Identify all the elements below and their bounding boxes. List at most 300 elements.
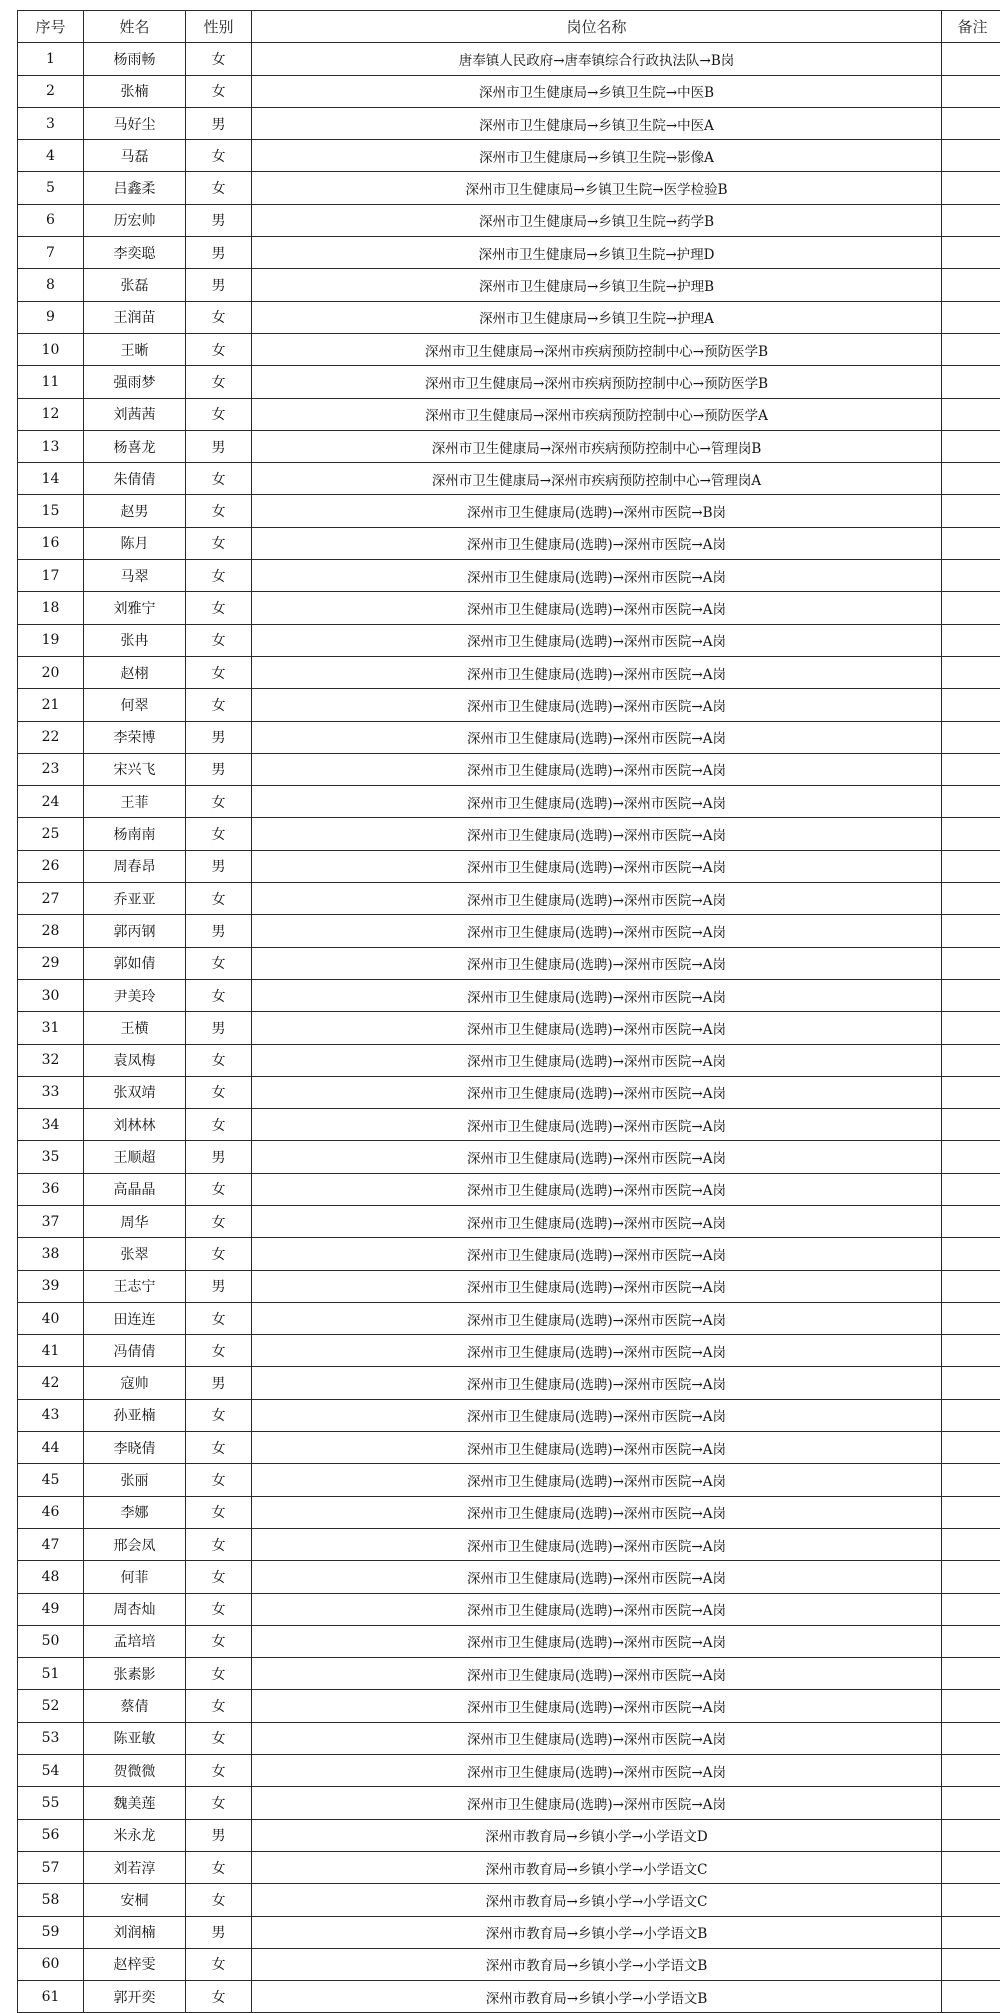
cell-gender: 女 [186,818,252,850]
cell-note [942,75,1000,107]
cell-name: 张磊 [84,269,186,301]
table-row [18,172,1000,204]
cell-note [942,301,1000,333]
cell-name: 王晰 [84,333,186,365]
cell-index: 49 [18,1593,84,1625]
cell-note [942,947,1000,979]
cell-index: 44 [18,1432,84,1464]
cell-index: 15 [18,495,84,527]
table-row [18,1528,1000,1560]
cell-gender: 女 [186,333,252,365]
cell-index: 36 [18,1173,84,1205]
cell-index: 3 [18,107,84,139]
cell-note [942,979,1000,1011]
table-row [18,430,1000,462]
cell-name: 郭丙钢 [84,915,186,947]
table-row [18,1141,1000,1173]
cell-position: 深州市卫生健康局→乡镇卫生院→中医A [252,107,942,139]
cell-index: 1 [18,43,84,75]
cell-gender: 女 [186,1205,252,1237]
table-row [18,1851,1000,1883]
table-row [18,1076,1000,1108]
cell-name: 刘茜茜 [84,398,186,430]
cell-name: 蔡倩 [84,1690,186,1722]
cell-index: 13 [18,430,84,462]
cell-note [942,818,1000,850]
cell-index: 6 [18,204,84,236]
cell-note [942,140,1000,172]
cell-position: 深州市卫生健康局→乡镇卫生院→护理D [252,237,942,269]
cell-note [942,1496,1000,1528]
cell-index: 58 [18,1884,84,1916]
cell-position: 深州市卫生健康局(选聘)→深州市医院→A岗 [252,624,942,656]
table-row [18,301,1000,333]
cell-index: 30 [18,979,84,1011]
cell-name: 何翠 [84,689,186,721]
cell-name: 李晓倩 [84,1432,186,1464]
cell-gender: 女 [186,398,252,430]
cell-note [942,495,1000,527]
cell-note [942,107,1000,139]
cell-note [942,366,1000,398]
cell-position: 深州市卫生健康局(选聘)→深州市医院→A岗 [252,753,942,785]
cell-index: 19 [18,624,84,656]
header-index: 序号 [18,11,84,43]
cell-position: 深州市教育局→乡镇小学→小学语文C [252,1851,942,1883]
cell-gender: 女 [186,1593,252,1625]
cell-index: 57 [18,1851,84,1883]
cell-gender: 女 [186,1690,252,1722]
cell-index: 11 [18,366,84,398]
cell-position: 深州市卫生健康局(选聘)→深州市医院→A岗 [252,1335,942,1367]
table-row [18,1787,1000,1819]
cell-index: 29 [18,947,84,979]
cell-note [942,656,1000,688]
cell-gender: 女 [186,172,252,204]
cell-gender: 男 [186,915,252,947]
cell-name: 王横 [84,1012,186,1044]
cell-position: 深州市卫生健康局(选聘)→深州市医院→A岗 [252,560,942,592]
cell-index: 9 [18,301,84,333]
cell-name: 王志宁 [84,1270,186,1302]
table-row [18,1819,1000,1851]
cell-gender: 女 [186,786,252,818]
cell-position: 深州市卫生健康局→乡镇卫生院→护理B [252,269,942,301]
cell-gender: 女 [186,366,252,398]
cell-name: 陈月 [84,527,186,559]
cell-index: 27 [18,883,84,915]
cell-position: 深州市卫生健康局(选聘)→深州市医院→A岗 [252,1109,942,1141]
cell-name: 王菲 [84,786,186,818]
cell-gender: 女 [186,1625,252,1657]
cell-position: 深州市卫生健康局(选聘)→深州市医院→A岗 [252,1399,942,1431]
cell-gender: 女 [186,656,252,688]
cell-note [942,1238,1000,1270]
table-row [18,883,1000,915]
cell-position: 深州市卫生健康局(选聘)→深州市医院→A岗 [252,1464,942,1496]
cell-name: 宋兴飞 [84,753,186,785]
cell-name: 杨雨畅 [84,43,186,75]
cell-index: 52 [18,1690,84,1722]
cell-name: 周春昂 [84,850,186,882]
cell-note [942,269,1000,301]
cell-index: 25 [18,818,84,850]
cell-name: 邢会凤 [84,1528,186,1560]
header-row [18,11,1000,43]
cell-position: 深州市卫生健康局(选聘)→深州市医院→A岗 [252,947,942,979]
cell-name: 郭开奕 [84,1981,186,2013]
cell-name: 强雨梦 [84,366,186,398]
cell-index: 28 [18,915,84,947]
cell-name: 寇帅 [84,1367,186,1399]
cell-note [942,624,1000,656]
cell-index: 38 [18,1238,84,1270]
cell-index: 33 [18,1076,84,1108]
cell-note [942,1367,1000,1399]
cell-note [942,1335,1000,1367]
cell-position: 深州市卫生健康局(选聘)→深州市医院→A岗 [252,1076,942,1108]
cell-gender: 女 [186,1981,252,2013]
cell-gender: 女 [186,1496,252,1528]
table-row [18,1755,1000,1787]
cell-note [942,1302,1000,1334]
cell-position: 深州市卫生健康局→深州市疾病预防控制中心→预防医学B [252,333,942,365]
cell-name: 贺微微 [84,1755,186,1787]
cell-position: 深州市卫生健康局(选聘)→深州市医院→A岗 [252,915,942,947]
cell-index: 22 [18,721,84,753]
table-row [18,107,1000,139]
cell-name: 张素影 [84,1658,186,1690]
cell-position: 深州市卫生健康局(选聘)→深州市医院→A岗 [252,1625,942,1657]
cell-note [942,527,1000,559]
cell-note [942,1173,1000,1205]
table-row [18,624,1000,656]
table-row [18,1561,1000,1593]
cell-index: 60 [18,1948,84,1980]
cell-note [942,237,1000,269]
table-row [18,947,1000,979]
table-row [18,140,1000,172]
cell-name: 田连连 [84,1302,186,1334]
cell-position: 深州市卫生健康局→乡镇卫生院→护理A [252,301,942,333]
cell-note [942,1819,1000,1851]
table-row [18,1012,1000,1044]
cell-position: 深州市卫生健康局→深州市疾病预防控制中心→预防医学A [252,398,942,430]
cell-note [942,1722,1000,1754]
table-row [18,269,1000,301]
cell-index: 2 [18,75,84,107]
table-row [18,1464,1000,1496]
table-row [18,1658,1000,1690]
cell-gender: 男 [186,204,252,236]
table-row [18,1625,1000,1657]
cell-note [942,1044,1000,1076]
header-note: 备注 [942,11,1000,43]
table-row [18,1044,1000,1076]
table-row [18,495,1000,527]
cell-position: 深州市卫生健康局(选聘)→深州市医院→A岗 [252,1528,942,1560]
table-row [18,1432,1000,1464]
cell-note [942,1012,1000,1044]
cell-note [942,333,1000,365]
cell-note [942,430,1000,462]
cell-gender: 女 [186,1432,252,1464]
table-row [18,1205,1000,1237]
cell-gender: 女 [186,1658,252,1690]
cell-gender: 男 [186,107,252,139]
table-row [18,527,1000,559]
cell-index: 55 [18,1787,84,1819]
table-row [18,1335,1000,1367]
cell-index: 40 [18,1302,84,1334]
cell-position: 深州市卫生健康局(选聘)→深州市医院→A岗 [252,1722,942,1754]
cell-position: 深州市卫生健康局(选聘)→深州市医院→A岗 [252,592,942,624]
document-page [17,10,1000,2013]
table-header [18,11,1000,43]
cell-note [942,915,1000,947]
cell-index: 59 [18,1916,84,1948]
cell-name: 张翠 [84,1238,186,1270]
cell-gender: 女 [186,1528,252,1560]
cell-position: 深州市卫生健康局(选聘)→深州市医院→A岗 [252,1173,942,1205]
cell-index: 32 [18,1044,84,1076]
cell-position: 深州市卫生健康局(选聘)→深州市医院→A岗 [252,1367,942,1399]
cell-position: 深州市教育局→乡镇小学→小学语文B [252,1916,942,1948]
cell-index: 12 [18,398,84,430]
cell-note [942,1109,1000,1141]
cell-name: 历宏帅 [84,204,186,236]
cell-index: 37 [18,1205,84,1237]
cell-note [942,560,1000,592]
cell-position: 深州市卫生健康局(选聘)→深州市医院→A岗 [252,979,942,1011]
cell-note [942,850,1000,882]
table-row [18,656,1000,688]
cell-name: 高晶晶 [84,1173,186,1205]
cell-gender: 男 [186,1270,252,1302]
cell-name: 张冉 [84,624,186,656]
table-row [18,818,1000,850]
cell-position: 深州市卫生健康局→深州市疾病预防控制中心→预防医学B [252,366,942,398]
cell-index: 7 [18,237,84,269]
cell-gender: 女 [186,1722,252,1754]
table-row [18,1302,1000,1334]
cell-gender: 女 [186,592,252,624]
cell-gender: 女 [186,1044,252,1076]
table-row [18,753,1000,785]
cell-index: 53 [18,1722,84,1754]
cell-position: 深州市卫生健康局→乡镇卫生院→影像A [252,140,942,172]
table-row [18,1399,1000,1431]
cell-gender: 男 [186,1012,252,1044]
cell-name: 李娜 [84,1496,186,1528]
cell-name: 马磊 [84,140,186,172]
cell-position: 深州市卫生健康局→乡镇卫生院→药学B [252,204,942,236]
table-row [18,1173,1000,1205]
cell-name: 王顺超 [84,1141,186,1173]
cell-note [942,1658,1000,1690]
table-row [18,75,1000,107]
cell-note [942,463,1000,495]
cell-position: 深州市卫生健康局(选聘)→深州市医院→A岗 [252,689,942,721]
table-row [18,1690,1000,1722]
table-row [18,1593,1000,1625]
table-row [18,1884,1000,1916]
cell-position: 深州市卫生健康局(选聘)→深州市医院→A岗 [252,656,942,688]
table-row [18,237,1000,269]
cell-note [942,592,1000,624]
cell-name: 周杏灿 [84,1593,186,1625]
cell-note [942,1528,1000,1560]
cell-gender: 男 [186,1367,252,1399]
cell-gender: 男 [186,430,252,462]
cell-position: 深州市卫生健康局(选聘)→深州市医院→A岗 [252,883,942,915]
cell-name: 王润苗 [84,301,186,333]
cell-note [942,1755,1000,1787]
table-row [18,1238,1000,1270]
cell-note [942,1787,1000,1819]
cell-name: 杨喜龙 [84,430,186,462]
cell-name: 杨南南 [84,818,186,850]
cell-name: 尹美玲 [84,979,186,1011]
cell-position: 深州市卫生健康局(选聘)→深州市医院→A岗 [252,721,942,753]
table-row [18,1109,1000,1141]
cell-name: 孟培培 [84,1625,186,1657]
cell-note [942,204,1000,236]
cell-position: 唐奉镇人民政府→唐奉镇综合行政执法队→B岗 [252,43,942,75]
cell-gender: 女 [186,689,252,721]
cell-index: 26 [18,850,84,882]
cell-position: 深州市卫生健康局(选聘)→深州市医院→A岗 [252,1561,942,1593]
cell-position: 深州市教育局→乡镇小学→小学语文B [252,1981,942,2013]
cell-gender: 男 [186,850,252,882]
cell-name: 刘林林 [84,1109,186,1141]
table-row [18,333,1000,365]
cell-note [942,721,1000,753]
cell-gender: 女 [186,43,252,75]
cell-name: 李奕聪 [84,237,186,269]
table-row [18,1916,1000,1948]
cell-index: 8 [18,269,84,301]
cell-name: 何菲 [84,1561,186,1593]
cell-index: 54 [18,1755,84,1787]
cell-gender: 男 [186,753,252,785]
cell-gender: 男 [186,1916,252,1948]
header-name: 姓名 [84,11,186,43]
header-gender: 性别 [186,11,252,43]
cell-name: 孙亚楠 [84,1399,186,1431]
cell-name: 李荣博 [84,721,186,753]
cell-position: 深州市卫生健康局→乡镇卫生院→中医B [252,75,942,107]
cell-position: 深州市卫生健康局(选聘)→深州市医院→A岗 [252,1044,942,1076]
cell-position: 深州市教育局→乡镇小学→小学语文B [252,1948,942,1980]
table-row [18,592,1000,624]
cell-name: 郭如倩 [84,947,186,979]
cell-gender: 女 [186,883,252,915]
cell-gender: 女 [186,1302,252,1334]
cell-gender: 女 [186,1464,252,1496]
cell-note [942,883,1000,915]
cell-position: 深州市卫生健康局(选聘)→深州市医院→A岗 [252,1787,942,1819]
cell-note [942,1205,1000,1237]
cell-note [942,1464,1000,1496]
cell-gender: 女 [186,140,252,172]
cell-index: 4 [18,140,84,172]
table-row [18,979,1000,1011]
cell-gender: 女 [186,1755,252,1787]
table-body [18,43,1000,2013]
cell-note [942,753,1000,785]
table-row [18,689,1000,721]
cell-gender: 女 [186,1238,252,1270]
table-row [18,1981,1000,2013]
cell-index: 47 [18,1528,84,1560]
table-row [18,721,1000,753]
cell-index: 43 [18,1399,84,1431]
cell-name: 吕鑫柔 [84,172,186,204]
cell-name: 陈亚敏 [84,1722,186,1754]
cell-note [942,1593,1000,1625]
cell-position: 深州市卫生健康局(选聘)→深州市医院→A岗 [252,1755,942,1787]
cell-gender: 女 [186,1173,252,1205]
cell-position: 深州市卫生健康局(选聘)→深州市医院→A岗 [252,786,942,818]
cell-note [942,1851,1000,1883]
cell-name: 马好尘 [84,107,186,139]
cell-position: 深州市卫生健康局(选聘)→深州市医院→A岗 [252,1205,942,1237]
table-row [18,398,1000,430]
cell-note [942,43,1000,75]
cell-position: 深州市卫生健康局(选聘)→深州市医院→A岗 [252,527,942,559]
cell-note [942,1884,1000,1916]
cell-note [942,398,1000,430]
cell-position: 深州市教育局→乡镇小学→小学语文C [252,1884,942,1916]
cell-gender: 男 [186,1819,252,1851]
cell-note [942,1916,1000,1948]
cell-gender: 女 [186,624,252,656]
cell-index: 20 [18,656,84,688]
table-row [18,850,1000,882]
cell-position: 深州市教育局→乡镇小学→小学语文D [252,1819,942,1851]
cell-gender: 女 [186,560,252,592]
cell-note [942,689,1000,721]
cell-name: 冯倩倩 [84,1335,186,1367]
cell-gender: 女 [186,1399,252,1431]
cell-name: 袁凤梅 [84,1044,186,1076]
cell-index: 48 [18,1561,84,1593]
cell-position: 深州市卫生健康局(选聘)→深州市医院→A岗 [252,1141,942,1173]
cell-name: 刘若淳 [84,1851,186,1883]
cell-note [942,1141,1000,1173]
cell-note [942,1432,1000,1464]
cell-index: 39 [18,1270,84,1302]
cell-index: 21 [18,689,84,721]
cell-index: 31 [18,1012,84,1044]
cell-name: 张楠 [84,75,186,107]
cell-index: 51 [18,1658,84,1690]
cell-position: 深州市卫生健康局→深州市疾病预防控制中心→管理岗B [252,430,942,462]
cell-position: 深州市卫生健康局→深州市疾病预防控制中心→管理岗A [252,463,942,495]
cell-index: 14 [18,463,84,495]
cell-gender: 女 [186,1109,252,1141]
cell-name: 乔亚亚 [84,883,186,915]
cell-gender: 女 [186,1787,252,1819]
cell-name: 刘润楠 [84,1916,186,1948]
cell-gender: 女 [186,947,252,979]
cell-note [942,1399,1000,1431]
cell-position: 深州市卫生健康局(选聘)→深州市医院→A岗 [252,1496,942,1528]
cell-position: 深州市卫生健康局(选聘)→深州市医院→B岗 [252,495,942,527]
cell-note [942,1270,1000,1302]
table-row [18,463,1000,495]
